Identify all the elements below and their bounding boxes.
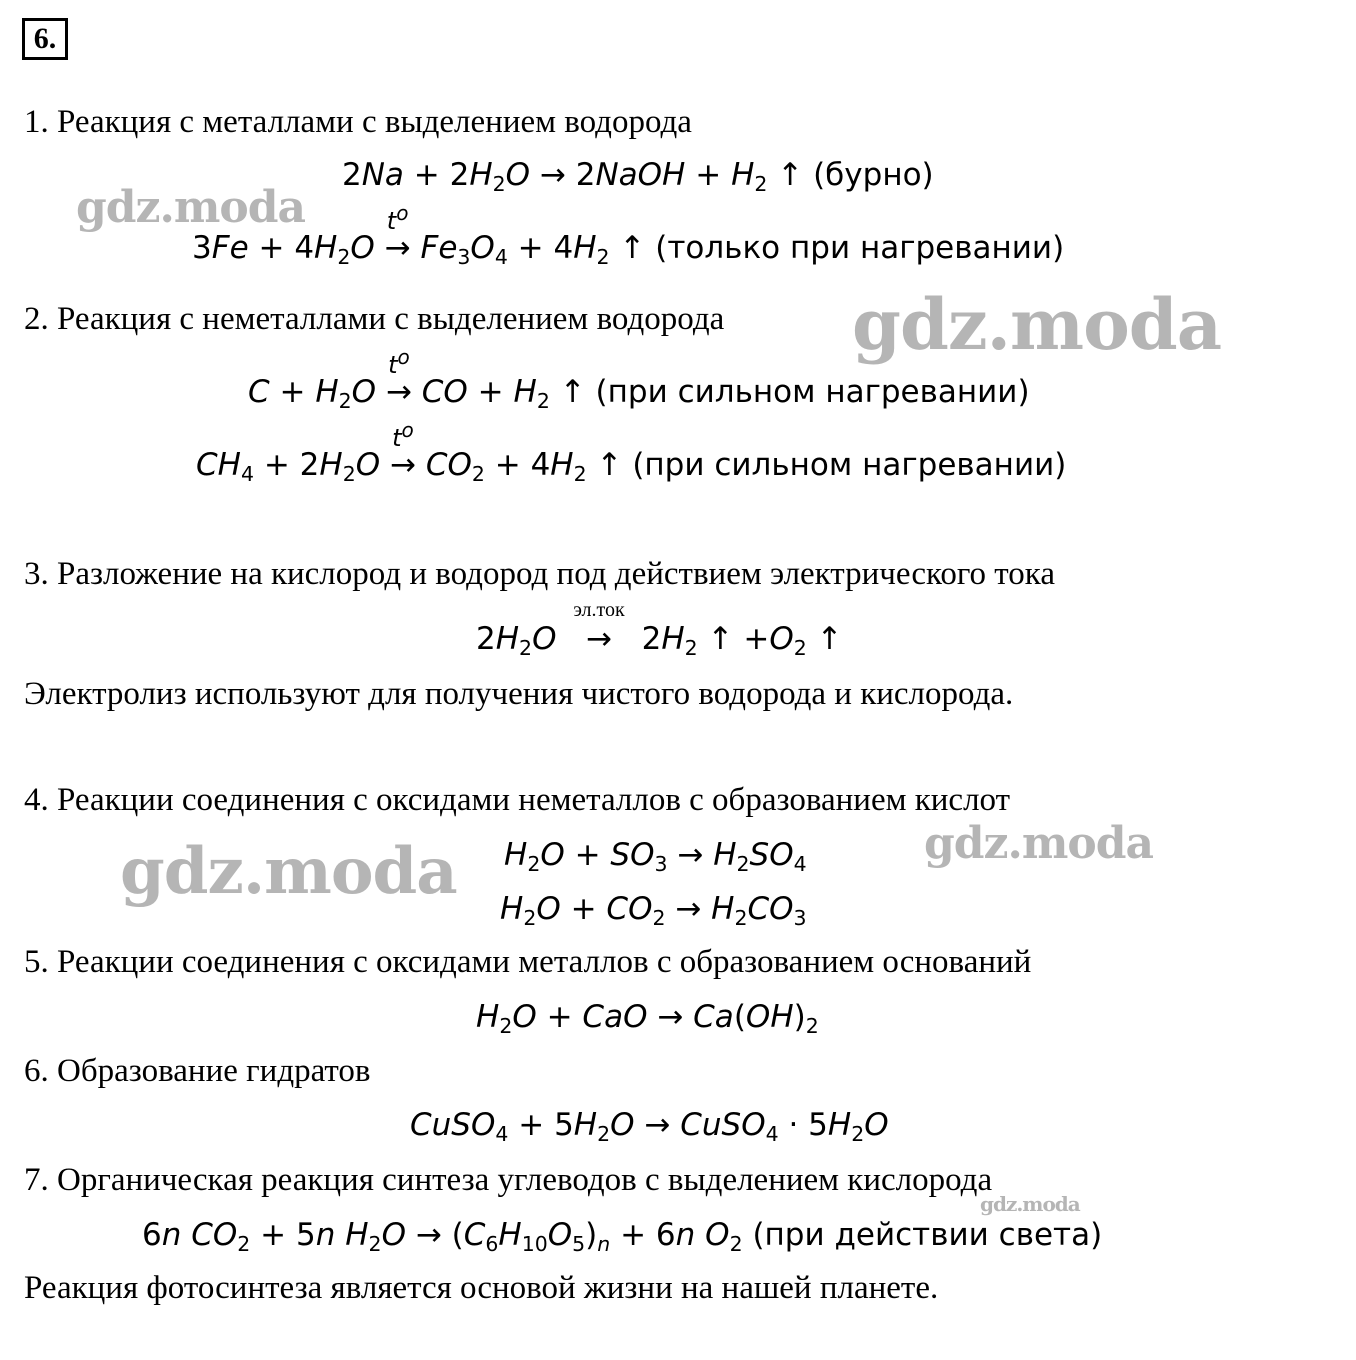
note-heating-only: (только при нагревании) [655,230,1065,266]
el-current-label: эл.ток [573,599,625,621]
equation-electrolysis: $2H_2O$ → эл.ток $2H_2$ ↑ $+O_2$ ↑ [476,599,843,661]
watermark: gdz.moda [852,283,1222,366]
watermark: gdz.moda [76,182,306,233]
section-6-heading: 6. Образование гидратов [24,1053,371,1089]
note-light: (при действии света) [752,1217,1103,1253]
section-5-heading: 5. Реакции соединения с оксидами металлов с образованием оснований [24,944,1032,980]
equation-water-cao: $H_2O$ + CaO → $Ca(OH)_2$ [476,999,819,1039]
watermark: gdz.moda [120,834,457,909]
heat-label: $t^o$ [386,201,409,235]
photosynthesis-text: Реакция фотосинтеза является основой жизни на нашей планете. [24,1270,939,1306]
section-4-heading: 4. Реакции соединения с оксидами неметаллов с образованием кислот [24,782,1011,818]
watermark: gdz.moda [924,818,1154,869]
note-strong-heating: (при сильном нагревании) [595,374,1030,410]
section-1-heading: 1. Реакция с металлами с выделением водорода [24,104,692,140]
section-2-heading: 2. Реакция с неметаллами с выделением водорода [24,301,725,337]
equation-iron-water: $3Fe + 4H_2O$ → $t^o$ $Fe_3O_4 + 4H_2$ ↑ (только при нагревании) [192,201,1065,270]
section-7-heading: 7. Органическая реакция синтеза углеводов с выделением кислорода [24,1162,993,1198]
equation-carbon-water: $C + H_2O$ → $t^o$ CO + $H_2$ ↑ (при сильном нагревании) [248,345,1030,414]
equation-methane-water: $CH_4 + 2H_2O$ → $t^o$ $CO_2 + 4H_2$ ↑ (при сильном нагревании) [196,418,1067,487]
note-burno: (бурно) [813,157,934,193]
section-3-heading: 3. Разложение на кислород и водород под действием электрического тока [24,556,1055,592]
heat-label: $t^o$ [388,345,410,379]
equation-water-co2: $H_2O + CO_2 \to H_2CO_3$ [500,891,807,931]
electrolysis-text: Электролиз используют для получения чистого водорода и кислорода. [24,676,1014,712]
equation-water-so3: $H_2O + SO_3 \to H_2SO_4$ [504,837,807,877]
watermark: gdz.moda [980,1192,1080,1216]
heat-label: $t^o$ [392,418,414,452]
equation-hydrate: CuSO$_4$ + $5H_2O$ → CuSO$_4$ · $5H_2O$ [410,1107,889,1147]
equation-sodium-water: $2Na + 2H_2O$ → 2NaOH + $H_2$ ↑ (бурно) [342,157,934,197]
note-strong-heating: (при сильном нагревании) [632,447,1067,483]
task-number: 6. [22,18,68,60]
equation-photosynthesis: 6n $CO_2 + 5n$ $H_2O \to (C_6H_{10}O_5)_n + 6n$ $O_2$ (при действии света) [142,1217,1103,1257]
